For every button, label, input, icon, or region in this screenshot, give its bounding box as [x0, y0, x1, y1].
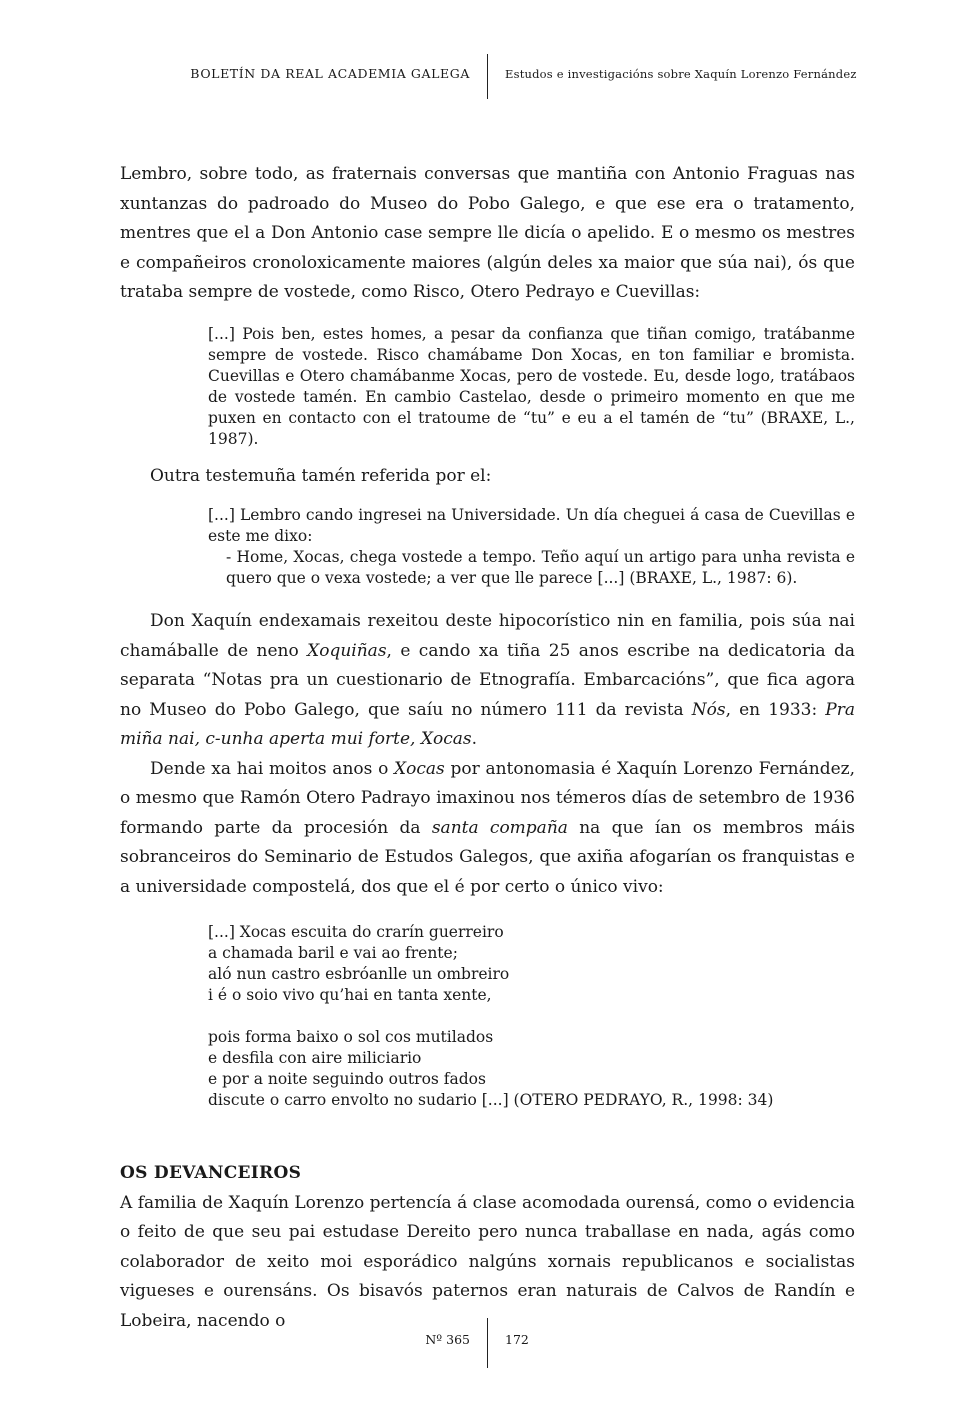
verse-line: pois forma baixo o sol cos mutilados — [208, 1028, 494, 1046]
quote-1-text: [...] Pois ben, estes homes, a pesar da confianza que tiñan comigo, tratábanme sempre de vostede. Risco chamábame Don Xocas, en ton familiar e bromista. Cuevillas e Otero chamábanme Xocas, pero de vostede. Eu, desde logo, tratábaos de vostede tamén. En cambio Castelao, desde o primeiro momento en que me puxen en contacto con el tratoume de “tu” e eu a el tamén de “tu” (BRAXE, L., 1987). — [208, 324, 855, 448]
running-head — [0, 62, 975, 102]
quote-2-line-2: - Home, Xocas, chega vostede a tempo. Teño aquí un artigo para unha revista e quero que o vexa vostede; a ver que lle parece [...] (BRAXE, L., 1987: 6). — [226, 548, 855, 587]
quote-2-line-1: [...] Lembro cando ingresei na Universidade. Un día cheguei á casa de Cuevillas e este me dixo: — [208, 506, 855, 545]
verse-line: i é o soio vivo qu’hai en tanta xente, — [208, 986, 492, 1004]
p3-italic-xoquinas: Xoquiñas — [307, 640, 387, 661]
verse-quote — [208, 922, 855, 1111]
section-title: Estudos e investigacións sobre Xaquín Lorenzo Fernández — [505, 67, 857, 81]
section-heading: OS DEVANCEIROS — [120, 1163, 302, 1183]
paragraph-3 — [120, 607, 855, 755]
p4-text-e: na que ían os membros máis sobranceiros do Seminario de Estudos Galegos, que axiña afogarían os franquistas e a universidade compostelá, dos que el é por certo o único vivo: — [120, 817, 855, 897]
p4-text-a: Dende xa hai moitos anos o — [150, 758, 395, 779]
p4-italic-santa-compana: santa compaña — [431, 817, 568, 838]
p3-text-e: , en 1933: — [725, 699, 826, 720]
verse-line: e desfila con aire miliciario — [208, 1049, 422, 1067]
p3-italic-dedication: Pra miña nai, c-unha aperta mui forte, Xocas — [120, 699, 855, 749]
verse-stanza-1 — [208, 922, 855, 1006]
p3-text-c: , e cando xa tiña 25 anos escribe na dedicatoria da separata “Notas pra un cuestionario de Etnografía. Embarcacións”, que fica agora no Museo do Pobo Galego, que saíu no número 111 da revista — [120, 640, 855, 720]
header-divider — [487, 54, 488, 99]
verse-stanza-2 — [208, 1027, 855, 1111]
verse-line: aló nun castro esbróanlle un ombreiro — [208, 965, 510, 983]
p4-text-c: por antonomasia é Xaquín Lorenzo Fernández, o mesmo que Ramón Otero Padrayo imaxinou nos témeros días de setembro de 1936 formando parte da procesión da — [120, 758, 856, 838]
p4-italic-xocas: Xocas — [394, 758, 445, 779]
p3-italic-nos: Nós — [691, 699, 726, 720]
paragraph-4 — [120, 755, 855, 903]
article-body — [120, 160, 855, 1336]
verse-line: discute o carro envolto no sudario [...] (OTERO PEDRAYO, R., 1998: 34) — [208, 1091, 774, 1109]
paragraph-2: Outra testemuña tamén referida por el: — [150, 465, 492, 486]
verse-line: e por a noite seguindo outros fados — [208, 1070, 486, 1088]
verse-line: [...] Xocas escuita do crarín guerreiro — [208, 923, 504, 941]
block-quote-1 — [208, 324, 855, 450]
verse-line: a chamada baril e vai ao frente; — [208, 944, 458, 962]
journal-title: BOLETÍN DA REAL ACADEMIA GALEGA — [190, 66, 470, 81]
block-quote-2 — [208, 505, 855, 589]
p3-text-g: . — [471, 729, 477, 749]
issue-number: Nº 365 — [425, 1332, 470, 1347]
paragraph-1: Lembro, sobre todo, as fraternais conversas que mantiña con Antonio Fraguas nas xuntanzas do padroado do Museo do Pobo Galego, e que ese era o tratamento, mentres que el a Don Antonio case sempre lle dicía o apelido. E o mesmo os mestres e compañeiros cronoloxicamente maiores (algún deles xa maior que súa nai), ós que trataba sempre de vostede, como Risco, Otero Pedrayo e Cuevillas: — [120, 164, 855, 302]
paragraph-5: A familia de Xaquín Lorenzo pertencía á clase acomodada ourensá, como o evidencia o feito de que seu pai estudase Dereito pero nunca traballase en nada, agás como colaborador de xeito moi esporádico nalgúns xornais republicanos e socialistas vigueses e ourensáns. Os bisavós paternos eran naturais de Calvos de Randín e Lobeira, nacendo o — [120, 1192, 855, 1331]
footer-divider — [487, 1318, 488, 1368]
page-number: 172 — [505, 1332, 529, 1347]
page-footer — [0, 1318, 975, 1378]
p3-text-a: Don Xaquín endexamais rexeitou deste hipocorístico nin en familia, pois súa nai chamáballe de neno — [120, 611, 855, 661]
